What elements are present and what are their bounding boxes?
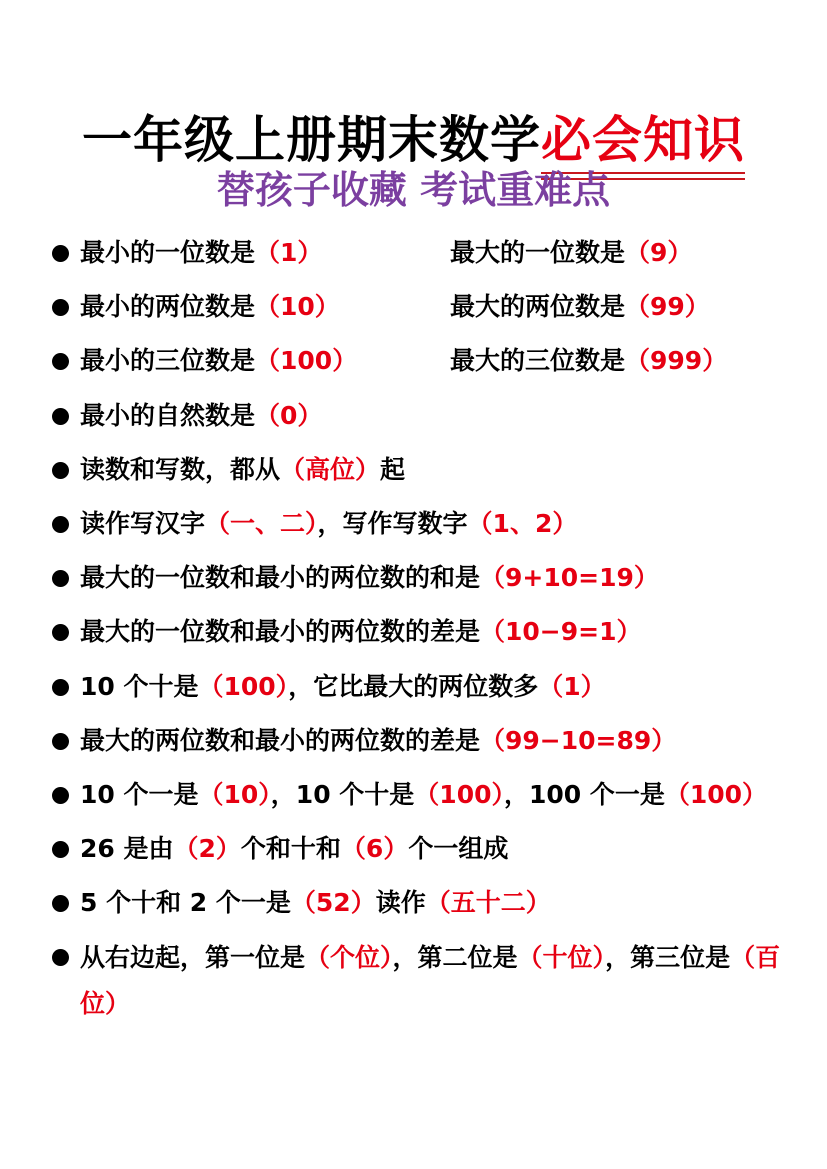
bullet-icon (52, 516, 69, 533)
item-answer: （100） (664, 780, 768, 810)
item-answer: （五十二） (425, 888, 551, 918)
list-item (50, 280, 790, 334)
item-text: ，100 个一是 (503, 780, 665, 810)
item-answer: （2） (173, 834, 241, 864)
item-text: 从右边起，第一位是 (80, 942, 306, 972)
page-subtitle: 替孩子收藏 考试重难点 (216, 168, 611, 212)
item-answer: （十位） (517, 942, 606, 972)
item-answer: （100） (255, 346, 358, 376)
item-answer: （1） (255, 238, 323, 267)
item-answer: （100） (198, 671, 289, 701)
item-text: 起 (380, 454, 406, 484)
item-text: 读数和写数，都从 (80, 454, 281, 484)
item-column (80, 334, 450, 388)
bullet-icon (52, 408, 69, 425)
item-text: 读作写汉字 (80, 509, 206, 539)
bullet-icon (52, 679, 69, 696)
bullet-icon (52, 462, 69, 479)
page-title (0, 110, 827, 174)
list-item (50, 714, 790, 768)
item-text: ，写作写数字 (317, 509, 468, 539)
item-answer: （百位） (80, 942, 781, 1018)
bullet-icon (52, 570, 69, 587)
item-answer: （9+10=19） (480, 563, 659, 593)
bullet-icon (52, 353, 69, 370)
item-answer: （10） (198, 780, 271, 810)
item-answer: （0） (255, 400, 323, 430)
list-item (50, 822, 790, 876)
item-answer: （52） (290, 888, 376, 918)
item-column (80, 226, 450, 280)
item-column (450, 226, 820, 280)
item-column (450, 334, 820, 388)
list-item (50, 389, 790, 443)
list-item (50, 660, 790, 714)
item-answer: （10−9=1） (480, 617, 642, 647)
item-text: 个一组成 (408, 834, 509, 864)
list-item (50, 768, 790, 822)
item-text: 10 个一是 (80, 780, 199, 810)
bullet-icon (52, 895, 69, 912)
item-text: ，第三位是 (605, 942, 731, 972)
item-answer: （100） (414, 780, 504, 810)
item-answer: （99） (625, 292, 710, 322)
bullet-icon (52, 245, 69, 262)
bullet-icon (52, 624, 69, 641)
item-answer: （1） (538, 671, 606, 701)
item-text: 10 个十是 (80, 671, 199, 701)
item-text: 最小的自然数是 (80, 400, 256, 430)
item-answer: （99−10=89） (480, 725, 677, 755)
item-answer: （9） (625, 238, 693, 267)
list-item (50, 876, 790, 930)
bullet-icon (52, 841, 69, 858)
item-text: 最大的三位数是 (450, 346, 626, 376)
list-item (50, 551, 790, 605)
item-text: 26 是由 (80, 834, 174, 864)
item-column (450, 280, 820, 334)
item-text: 最小的两位数是 (80, 292, 256, 322)
bullet-icon (52, 299, 69, 316)
item-text: ，10 个十是 (270, 780, 415, 810)
item-answer: （10） (255, 292, 340, 322)
list-item (50, 443, 790, 497)
item-text: 5 个十和 2 个一是 (80, 888, 291, 918)
list-item (50, 334, 790, 388)
item-text: 读作 (375, 888, 426, 918)
item-text: ，它比最大的两位数多 (288, 671, 539, 701)
item-text: 最大的一位数是 (450, 238, 626, 267)
list-item (50, 226, 790, 280)
list-item (50, 605, 790, 659)
item-text: 最大的一位数和最小的两位数的差是 (80, 617, 481, 647)
item-text: 个和十和 (240, 834, 341, 864)
item-answer: （1、2） (467, 509, 578, 539)
item-text: ，第二位是 (392, 942, 518, 972)
item-answer: （6） (340, 834, 409, 864)
item-answer: （一、二） (205, 509, 318, 539)
item-text: 最大的两位数和最小的两位数的差是 (80, 725, 481, 755)
item-text: 最大的两位数是 (450, 292, 626, 322)
list-item (50, 931, 790, 1027)
bullet-icon (52, 733, 69, 750)
item-text: 最小的一位数是 (80, 238, 256, 267)
list-item (50, 497, 790, 551)
item-answer: （个位） (305, 942, 393, 972)
item-answer: （999） (625, 346, 728, 376)
item-text: 最大的一位数和最小的两位数的和是 (80, 563, 481, 593)
title-highlight: 必会知识 (541, 110, 745, 174)
bullet-icon (52, 787, 69, 804)
item-text: 最小的三位数是 (80, 346, 256, 376)
item-column (80, 280, 450, 334)
item-answer: （高位） (280, 454, 381, 484)
title-main: 一年级上册期末数学 (82, 110, 541, 169)
knowledge-list (50, 226, 790, 1027)
bullet-icon (52, 949, 69, 966)
